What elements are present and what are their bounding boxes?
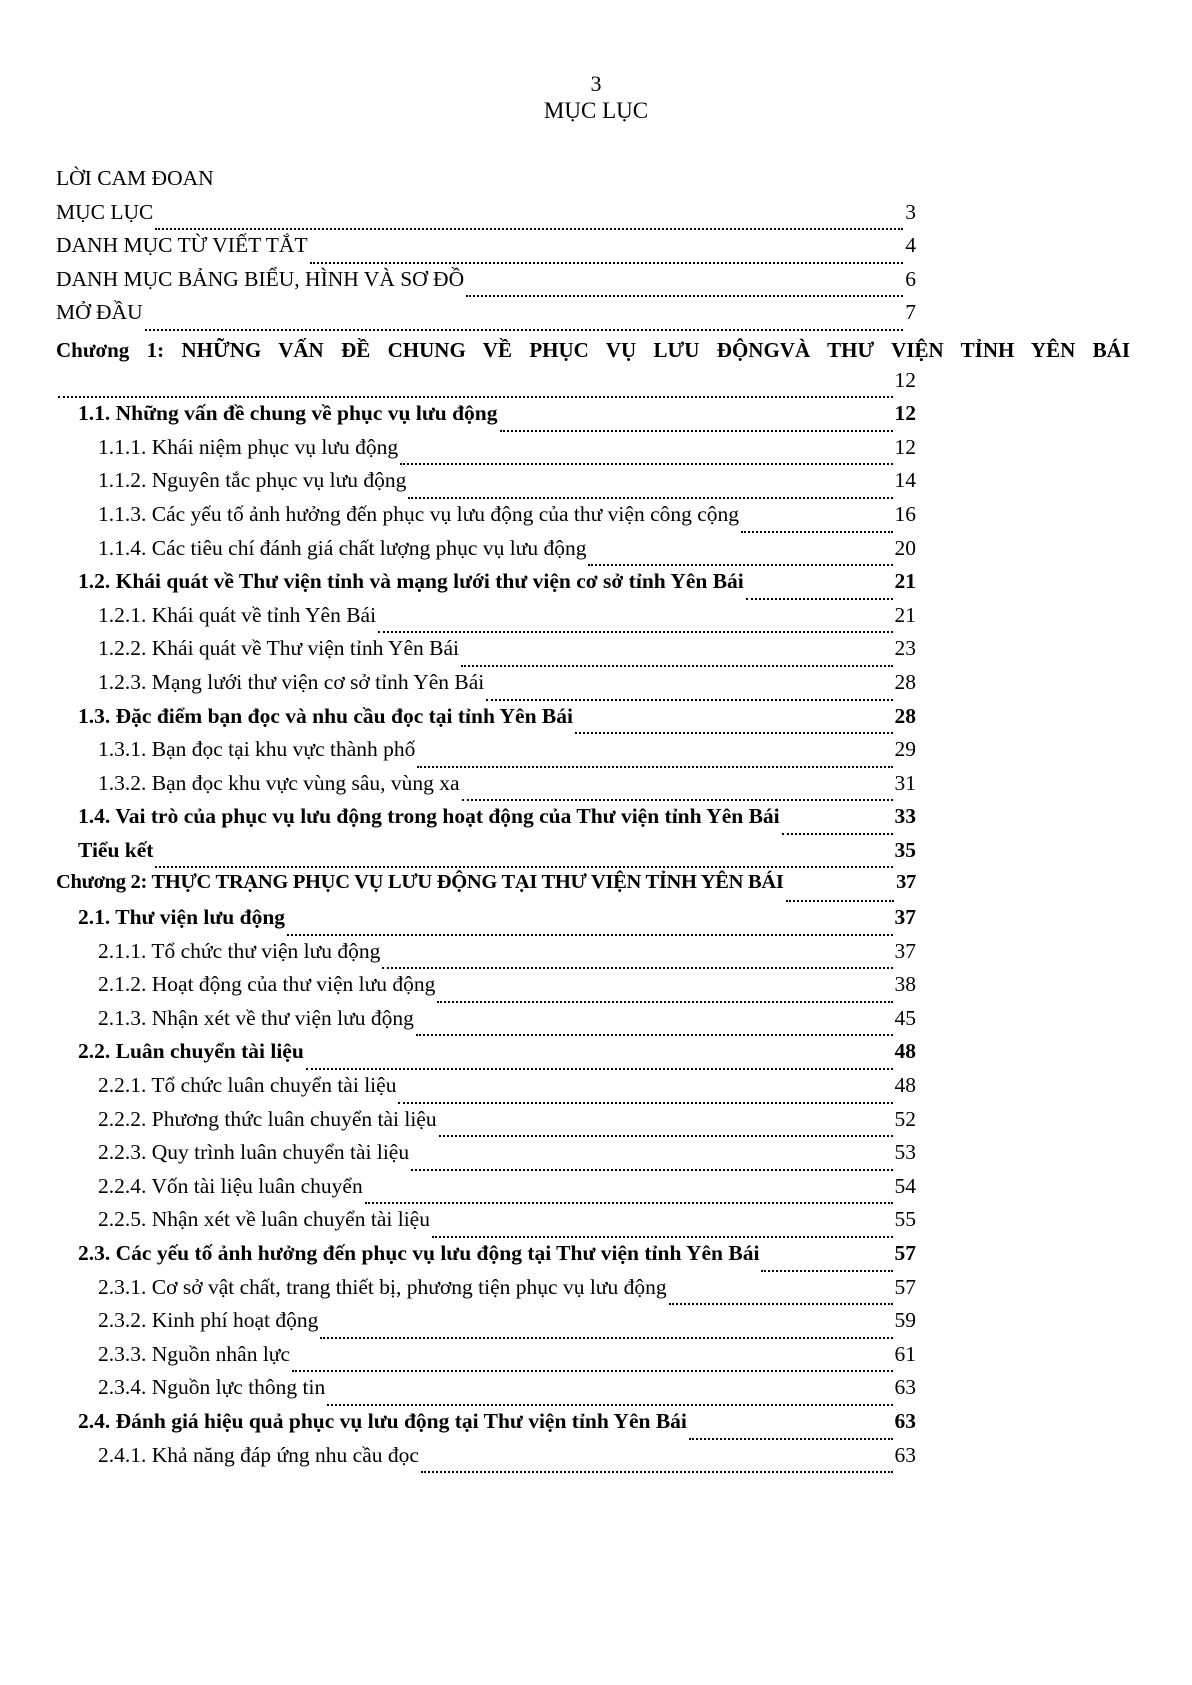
- toc-entry-page: 23: [894, 636, 916, 661]
- dot-leader: [327, 1382, 892, 1406]
- toc-entry-page: 12: [894, 367, 916, 392]
- toc-entry-page: 20: [894, 535, 916, 560]
- dot-leader: [58, 375, 893, 399]
- toc-entry-label: MỞ ĐẦU: [56, 300, 143, 325]
- toc-entry[interactable]: [56, 1241, 916, 1275]
- dot-leader: [398, 1080, 892, 1104]
- dot-leader: [761, 1248, 892, 1272]
- toc-entry-label: 1.3.2. Bạn đọc khu vực vùng sâu, vùng xa: [98, 770, 460, 795]
- chapter-heading: Chương 1: NHỮNG VẤN ĐỀ CHUNG VỀ PHỤC VỤ LƯU ĐỘNGVÀ THƯ VIỆN TỈNH YÊN BÁI: [56, 337, 1130, 362]
- dot-leader: [466, 274, 903, 298]
- toc-entry-danh-muc-bang-bieu[interactable]: [56, 267, 916, 301]
- dot-leader: [741, 509, 892, 533]
- toc-entry-page: 31: [894, 770, 916, 795]
- toc-entry[interactable]: [56, 939, 916, 973]
- toc-entry-label: 1.1.3. Các yếu tố ảnh hưởng đến phục vụ lưu động của thư viện công cộng: [98, 501, 740, 526]
- toc-entry-label: 2.3.4. Nguồn lực thông tin: [98, 1375, 326, 1400]
- toc-entry-label: 1.4. Vai trò của phục vụ lưu động trong hoạt động của Thư viện tỉnh Yên Bái: [78, 804, 780, 829]
- dot-leader: [417, 744, 892, 768]
- dot-leader: [320, 1315, 892, 1339]
- toc-entry[interactable]: [56, 1409, 916, 1443]
- toc-entry-label: 1.1.4. Các tiêu chí đánh giá chất lượng phục vụ lưu động: [98, 535, 587, 560]
- toc-entry-page: 37: [894, 938, 916, 963]
- dot-leader: [306, 1047, 893, 1071]
- chapter-heading-continuation: [56, 368, 916, 402]
- dot-leader: [155, 845, 892, 869]
- toc-entry-label: 1.3. Đặc điểm bạn đọc và nhu cầu đọc tại tỉnh Yên Bái: [78, 703, 573, 728]
- toc-entry-page: 21: [894, 602, 916, 627]
- dot-leader: [575, 711, 893, 735]
- toc-entry-page: 35: [894, 837, 916, 862]
- toc-entry[interactable]: [56, 603, 916, 637]
- toc-entry-label: DANH MỤC BẢNG BIỂU, HÌNH VÀ SƠ ĐỒ: [56, 266, 465, 291]
- page-title: MỤC LỤC: [543, 98, 649, 123]
- toc-entry-label: 2.1.1. Tổ chức thư viện lưu động: [98, 938, 381, 963]
- toc-entry-page: 28: [894, 669, 916, 694]
- toc-entry-label: 2.4. Đánh giá hiệu quả phục vụ lưu động tại Thư viện tỉnh Yên Bái: [78, 1408, 687, 1433]
- toc-entry-label: 2.4.1. Khả năng đáp ứng nhu cầu đọc: [98, 1442, 419, 1467]
- dot-leader: [310, 240, 904, 264]
- toc-entry-label: Tiểu kết: [78, 837, 154, 862]
- toc-entry-page: 38: [894, 972, 916, 997]
- toc-entry[interactable]: [56, 737, 916, 771]
- dot-leader: [746, 576, 893, 600]
- dot-leader: [287, 912, 892, 936]
- toc-entry-label: 1.2.1. Khái quát về tỉnh Yên Bái: [98, 602, 377, 627]
- dot-leader: [500, 408, 893, 432]
- toc-entry-page: 54: [894, 1173, 916, 1198]
- toc-entry-danh-muc-tu-viet-tat[interactable]: [56, 233, 916, 267]
- dot-leader: [155, 207, 903, 231]
- table-of-contents: [56, 166, 1130, 1476]
- toc-entry-page: 63: [894, 1375, 916, 1400]
- page-number: 3: [590, 71, 602, 96]
- toc-entry[interactable]: [56, 1006, 916, 1040]
- toc-entry[interactable]: [56, 1140, 916, 1174]
- dot-leader: [486, 677, 892, 701]
- toc-entry-label: 2.3.3. Nguồn nhân lực: [98, 1341, 290, 1366]
- toc-entry-page: 55: [894, 1207, 916, 1232]
- toc-entry-label: 1.2.2. Khái quát về Thư viện tỉnh Yên Bái: [98, 636, 459, 661]
- toc-entry-page: 48: [894, 1039, 916, 1064]
- toc-entry-label: 1.3.1. Bạn đọc tại khu vực thành phố: [98, 737, 416, 762]
- toc-entry-page: 14: [894, 468, 916, 493]
- toc-entry-page: 4: [905, 233, 916, 258]
- dot-leader: [462, 778, 893, 802]
- dot-leader: [432, 1215, 893, 1239]
- toc-entry-page: 53: [894, 1140, 916, 1165]
- toc-entry-page: 16: [894, 501, 916, 526]
- dot-leader: [786, 880, 895, 903]
- toc-entry-page: 12: [894, 401, 916, 426]
- toc-entry-loi-cam-doan[interactable]: [56, 166, 916, 200]
- dot-leader: [365, 1181, 893, 1205]
- toc-entry[interactable]: [56, 1073, 916, 1107]
- toc-entry[interactable]: [56, 1342, 916, 1376]
- toc-entry-page: 29: [894, 737, 916, 762]
- dot-leader: [689, 1416, 893, 1440]
- toc-entry-page: 12: [894, 434, 916, 459]
- dot-leader: [461, 643, 893, 667]
- toc-entry[interactable]: [56, 569, 916, 603]
- toc-entry[interactable]: [56, 1308, 916, 1342]
- toc-entry[interactable]: [56, 704, 916, 738]
- toc-entry[interactable]: [56, 536, 916, 570]
- toc-entry-label: 2.3.2. Kinh phí hoạt động: [98, 1308, 319, 1333]
- dot-leader: [411, 1147, 892, 1171]
- toc-entry[interactable]: [56, 502, 916, 536]
- toc-entry-chapter-1[interactable]: [56, 334, 1130, 401]
- toc-entry-page: 48: [894, 1073, 916, 1098]
- dot-leader: [437, 979, 892, 1003]
- toc-entry-label: 2.2.2. Phương thức luân chuyển tài liệu: [98, 1106, 437, 1131]
- toc-entry-label: 1.1. Những vấn đề chung về phục vụ lưu động: [78, 401, 498, 426]
- toc-entry-label: 2.2.4. Vốn tài liệu luân chuyển: [98, 1173, 363, 1198]
- toc-entry[interactable]: [56, 1443, 916, 1477]
- dot-leader: [421, 1450, 893, 1474]
- toc-entry-page: 63: [894, 1442, 916, 1467]
- dot-leader: [378, 610, 892, 634]
- toc-entry-page: 28: [894, 703, 916, 728]
- toc-entry-muc-luc[interactable]: [56, 200, 916, 234]
- toc-entry-label: MỤC LỤC: [56, 199, 154, 224]
- toc-entry-page: 3: [905, 199, 916, 224]
- toc-entry[interactable]: [56, 1107, 916, 1141]
- dot-leader: [400, 442, 892, 466]
- toc-entry[interactable]: [56, 1174, 916, 1208]
- toc-entry[interactable]: [56, 401, 916, 435]
- toc-entry-page: 37: [894, 905, 916, 930]
- toc-entry-page: 7: [905, 300, 916, 325]
- toc-entry-label: 2.1.3. Nhận xét về thư viện lưu động: [98, 1005, 414, 1030]
- toc-entry-page: 57: [894, 1274, 916, 1299]
- dot-leader: [416, 1013, 893, 1037]
- toc-entry[interactable]: [56, 1039, 916, 1073]
- toc-entry[interactable]: [56, 838, 916, 872]
- toc-entry-chapter-2[interactable]: [56, 871, 916, 905]
- toc-entry[interactable]: [56, 435, 916, 469]
- toc-entry[interactable]: [56, 905, 916, 939]
- toc-entry-label: 2.1.2. Hoạt động của thư viện lưu động: [98, 972, 436, 997]
- toc-entry[interactable]: [56, 1275, 916, 1309]
- toc-entry-label: 2.3.1. Cơ sở vật chất, trang thiết bị, phương tiện phục vụ lưu động: [98, 1274, 667, 1299]
- toc-entry-page: 6: [905, 266, 916, 291]
- dot-leader: [588, 543, 892, 567]
- toc-entry-label: 1.1.2. Nguyên tắc phục vụ lưu động: [98, 468, 407, 493]
- toc-entry-page: 63: [894, 1408, 916, 1433]
- chapter-heading: Chương 2: THỰC TRẠNG PHỤC VỤ LƯU ĐỘNG TẠI THƯ VIỆN TỈNH YÊN BÁI: [56, 871, 784, 894]
- toc-entry-page: 37: [896, 871, 916, 894]
- toc-entry-page: 61: [894, 1341, 916, 1366]
- toc-entry-label: LỜI CAM ĐOAN: [56, 166, 214, 190]
- toc-entry-label: DANH MỤC TỪ VIẾT TẮT: [56, 233, 308, 258]
- toc-entry-page: 33: [894, 804, 916, 829]
- toc-entry-label: 2.2. Luân chuyển tài liệu: [78, 1039, 304, 1064]
- chapter-1-entries: [56, 401, 916, 871]
- dot-leader: [669, 1282, 893, 1306]
- toc-entry-label: 2.2.1. Tổ chức luân chuyển tài liệu: [98, 1073, 397, 1098]
- toc-entry-label: 2.2.3. Quy trình luân chuyển tài liệu: [98, 1140, 410, 1165]
- toc-entry[interactable]: [56, 670, 916, 704]
- chapter-2-entries: [56, 905, 916, 1476]
- dot-leader: [382, 946, 892, 970]
- toc-entry-page: 45: [894, 1005, 916, 1030]
- dot-leader: [439, 1114, 893, 1138]
- toc-entry[interactable]: [56, 1207, 916, 1241]
- toc-entry[interactable]: [56, 468, 916, 502]
- toc-entry[interactable]: [56, 636, 916, 670]
- toc-entry-label: 2.2.5. Nhận xét về luân chuyển tài liệu: [98, 1207, 430, 1232]
- dot-leader: [408, 475, 892, 499]
- toc-entry-page: 59: [894, 1308, 916, 1333]
- toc-entry[interactable]: [56, 804, 916, 838]
- toc-entry-label: 2.3. Các yếu tố ảnh hưởng đến phục vụ lưu động tại Thư viện tỉnh Yên Bái: [78, 1241, 760, 1265]
- toc-entry-mo-dau[interactable]: [56, 300, 916, 334]
- toc-entry[interactable]: [56, 1375, 916, 1409]
- toc-entry-page: 21: [894, 569, 916, 594]
- dot-leader: [145, 307, 904, 331]
- dot-leader: [782, 811, 893, 835]
- toc-entry[interactable]: [56, 972, 916, 1006]
- toc-entry-label: 1.2.3. Mạng lưới thư viện cơ sở tỉnh Yên Bái: [98, 669, 485, 694]
- toc-entry-label: 1.1.1. Khái niệm phục vụ lưu động: [98, 434, 399, 459]
- toc-entry-page: 52: [894, 1106, 916, 1131]
- toc-entry-page: 57: [894, 1241, 916, 1265]
- dot-leader: [292, 1349, 893, 1373]
- toc-entry-label: 2.1. Thư viện lưu động: [78, 905, 286, 930]
- toc-entry[interactable]: [56, 771, 916, 805]
- toc-entry-label: 1.2. Khái quát về Thư viện tỉnh và mạng lưới thư viện cơ sở tỉnh Yên Bái: [78, 569, 744, 594]
